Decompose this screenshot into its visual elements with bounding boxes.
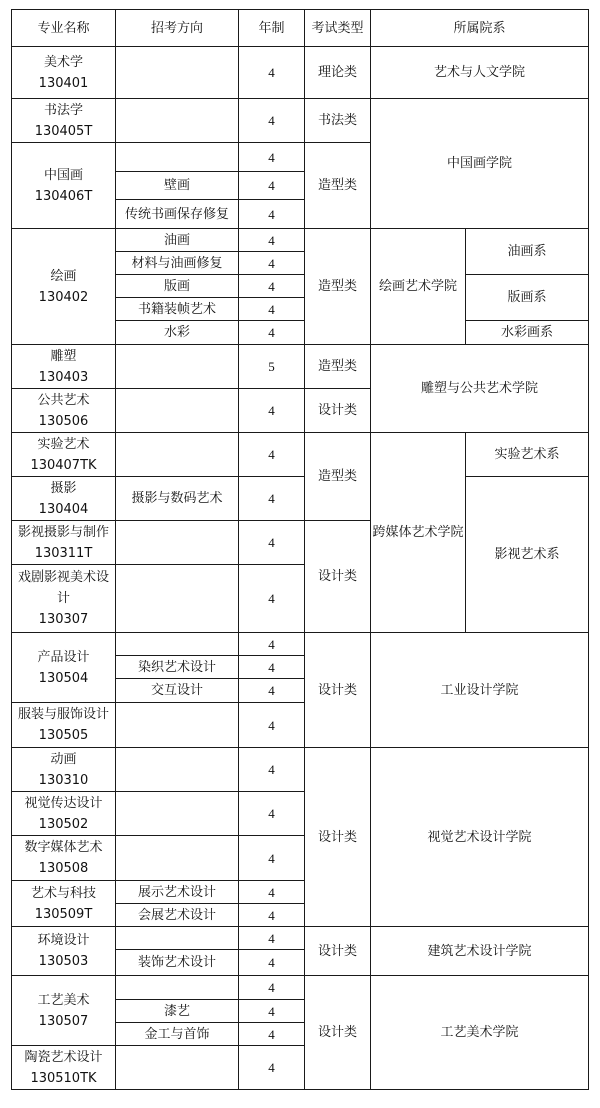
major-code: 130506 bbox=[38, 413, 89, 429]
major-cell bbox=[12, 389, 116, 433]
years-cell: 4 bbox=[239, 976, 305, 1000]
major-cell bbox=[12, 881, 116, 927]
table-row bbox=[12, 47, 589, 99]
direction-cell bbox=[116, 99, 239, 143]
major-cell bbox=[12, 99, 116, 143]
direction-cell: 壁画 bbox=[116, 172, 239, 200]
subdepartment-cell: 水彩画系 bbox=[466, 321, 589, 345]
years-cell: 4 bbox=[239, 1000, 305, 1023]
years-cell: 4 bbox=[239, 389, 305, 433]
major-cell bbox=[12, 565, 116, 633]
college-cell: 视觉艺术设计学院 bbox=[371, 748, 589, 927]
subdepartment-cell: 版画系 bbox=[466, 275, 589, 321]
years-cell: 5 bbox=[239, 345, 305, 389]
college-cell: 建筑艺术设计学院 bbox=[371, 927, 589, 976]
exam-type-cell: 设计类 bbox=[305, 748, 371, 927]
years-cell: 4 bbox=[239, 836, 305, 881]
major-cell bbox=[12, 633, 116, 703]
major-cell bbox=[12, 927, 116, 976]
direction-cell bbox=[116, 345, 239, 389]
exam-type-cell: 造型类 bbox=[305, 143, 371, 229]
subdepartment-cell: 油画系 bbox=[466, 229, 589, 275]
table-row bbox=[12, 633, 589, 656]
major-cell bbox=[12, 836, 116, 881]
direction-cell bbox=[116, 792, 239, 836]
years-cell: 4 bbox=[239, 298, 305, 321]
direction-cell bbox=[116, 565, 239, 633]
direction-cell bbox=[116, 143, 239, 172]
major-cell bbox=[12, 976, 116, 1046]
major-cell bbox=[12, 433, 116, 477]
years-cell: 4 bbox=[239, 47, 305, 99]
direction-cell: 油画 bbox=[116, 229, 239, 252]
major-code: 130401 bbox=[38, 75, 89, 91]
direction-cell bbox=[116, 976, 239, 1000]
table-row bbox=[12, 748, 589, 792]
years-cell: 4 bbox=[239, 521, 305, 565]
major-name: 数字媒体艺术 bbox=[24, 840, 103, 855]
major-name: 视觉传达设计 bbox=[24, 795, 103, 811]
exam-type-cell: 理论类 bbox=[305, 47, 371, 99]
major-name: 美术学 bbox=[43, 54, 83, 70]
table-row bbox=[12, 927, 589, 950]
header-major: 专业名称 bbox=[12, 10, 116, 47]
exam-type-cell: 造型类 bbox=[305, 433, 371, 521]
years-cell: 4 bbox=[239, 275, 305, 298]
major-cell bbox=[12, 345, 116, 389]
direction-cell: 传统书画保存修复 bbox=[116, 200, 239, 229]
major-name: 公共艺术 bbox=[37, 392, 90, 408]
years-cell: 4 bbox=[239, 565, 305, 633]
exam-type-cell: 造型类 bbox=[305, 345, 371, 389]
major-code: 130503 bbox=[38, 954, 89, 969]
direction-cell: 交互设计 bbox=[116, 679, 239, 703]
major-name: 动画 bbox=[50, 751, 77, 767]
direction-cell: 会展艺术设计 bbox=[116, 904, 239, 927]
major-name: 环境设计 bbox=[37, 933, 90, 948]
major-code: 130310 bbox=[38, 772, 89, 788]
years-cell: 4 bbox=[239, 229, 305, 252]
college-cell: 雕塑与公共艺术学院 bbox=[371, 345, 589, 433]
years-cell: 4 bbox=[239, 477, 305, 521]
direction-cell: 版画 bbox=[116, 275, 239, 298]
years-cell: 4 bbox=[239, 904, 305, 927]
major-code: 130510TK bbox=[30, 1070, 97, 1086]
exam-type-cell: 设计类 bbox=[305, 976, 371, 1090]
years-cell: 4 bbox=[239, 99, 305, 143]
major-cell bbox=[12, 47, 116, 99]
years-cell: 4 bbox=[239, 252, 305, 275]
major-name: 产品设计 bbox=[37, 649, 90, 665]
major-code: 130507 bbox=[38, 1013, 89, 1029]
years-cell: 4 bbox=[239, 881, 305, 904]
major-name: 服装与服饰设计 bbox=[17, 707, 109, 722]
table-row bbox=[12, 99, 589, 143]
direction-cell bbox=[116, 521, 239, 565]
major-name: 艺术与科技 bbox=[30, 885, 96, 901]
major-code: 130404 bbox=[38, 501, 89, 517]
direction-cell: 染织艺术设计 bbox=[116, 656, 239, 679]
majors-table bbox=[11, 9, 589, 1090]
college-cell: 绘画艺术学院 bbox=[371, 229, 466, 345]
major-code: 130508 bbox=[38, 861, 89, 876]
major-code: 130311T bbox=[34, 545, 93, 561]
major-name: 绘画 bbox=[50, 268, 77, 284]
major-cell bbox=[12, 477, 116, 521]
direction-cell: 展示艺术设计 bbox=[116, 881, 239, 904]
years-cell: 4 bbox=[239, 656, 305, 679]
major-name: 影视摄影与制作 bbox=[17, 524, 109, 540]
subdepartment-cell: 影视艺术系 bbox=[466, 477, 589, 633]
college-cell: 跨媒体艺术学院 bbox=[371, 433, 466, 633]
major-cell bbox=[12, 143, 116, 229]
direction-cell bbox=[116, 703, 239, 748]
header-department: 所属院系 bbox=[371, 10, 589, 47]
major-name: 工艺美术 bbox=[37, 992, 90, 1008]
college-cell: 工业设计学院 bbox=[371, 633, 589, 748]
major-cell bbox=[12, 521, 116, 565]
major-cell bbox=[12, 1046, 116, 1090]
header-row bbox=[12, 10, 589, 47]
table-row bbox=[12, 229, 589, 252]
years-cell: 4 bbox=[239, 703, 305, 748]
table-row bbox=[12, 477, 589, 521]
years-cell: 4 bbox=[239, 433, 305, 477]
table-row bbox=[12, 976, 589, 1000]
college-cell: 艺术与人文学院 bbox=[371, 47, 589, 99]
exam-type-cell: 造型类 bbox=[305, 229, 371, 345]
direction-cell bbox=[116, 433, 239, 477]
direction-cell bbox=[116, 1046, 239, 1090]
years-cell: 4 bbox=[239, 633, 305, 656]
major-name: 陶瓷艺术设计 bbox=[24, 1049, 103, 1065]
college-cell: 工艺美术学院 bbox=[371, 976, 589, 1090]
major-name: 戏剧影视美术设计 bbox=[17, 570, 109, 606]
years-cell: 4 bbox=[239, 1023, 305, 1046]
major-code: 130403 bbox=[38, 369, 89, 385]
subdepartment-cell: 实验艺术系 bbox=[466, 433, 589, 477]
exam-type-cell: 设计类 bbox=[305, 927, 371, 976]
major-code: 130406T bbox=[34, 188, 93, 204]
header-exam-type: 考试类型 bbox=[305, 10, 371, 47]
major-code: 130502 bbox=[38, 816, 89, 832]
major-name: 实验艺术 bbox=[37, 436, 90, 452]
years-cell: 4 bbox=[239, 927, 305, 950]
direction-cell bbox=[116, 836, 239, 881]
college-cell: 中国画学院 bbox=[371, 99, 589, 229]
direction-cell bbox=[116, 633, 239, 656]
major-name: 雕塑 bbox=[50, 348, 77, 364]
years-cell: 4 bbox=[239, 792, 305, 836]
table-row bbox=[12, 345, 589, 389]
direction-cell: 摄影与数码艺术 bbox=[116, 477, 239, 521]
direction-cell: 装饰艺术设计 bbox=[116, 950, 239, 976]
direction-cell: 漆艺 bbox=[116, 1000, 239, 1023]
years-cell: 4 bbox=[239, 172, 305, 200]
direction-cell: 书籍装帧艺术 bbox=[116, 298, 239, 321]
major-code: 130405T bbox=[34, 123, 93, 139]
header-direction: 招考方向 bbox=[116, 10, 239, 47]
years-cell: 4 bbox=[239, 143, 305, 172]
years-cell: 4 bbox=[239, 200, 305, 229]
table-row bbox=[12, 433, 589, 477]
direction-cell bbox=[116, 927, 239, 950]
major-code: 130505 bbox=[38, 728, 89, 743]
direction-cell bbox=[116, 748, 239, 792]
direction-cell: 材料与油画修复 bbox=[116, 252, 239, 275]
years-cell: 4 bbox=[239, 748, 305, 792]
major-code: 130307 bbox=[38, 612, 89, 627]
major-cell bbox=[12, 229, 116, 345]
exam-type-cell: 设计类 bbox=[305, 633, 371, 748]
years-cell: 4 bbox=[239, 679, 305, 703]
major-cell bbox=[12, 792, 116, 836]
major-name: 书法学 bbox=[43, 102, 83, 118]
years-cell: 4 bbox=[239, 321, 305, 345]
direction-cell bbox=[116, 47, 239, 99]
exam-type-cell: 设计类 bbox=[305, 521, 371, 633]
major-code: 130504 bbox=[38, 670, 89, 686]
years-cell: 4 bbox=[239, 1046, 305, 1090]
header-years: 年制 bbox=[239, 10, 305, 47]
exam-type-cell: 书法类 bbox=[305, 99, 371, 143]
direction-cell: 金工与首饰 bbox=[116, 1023, 239, 1046]
major-code: 130407TK bbox=[30, 457, 97, 473]
major-name: 摄影 bbox=[50, 480, 77, 496]
direction-cell: 水彩 bbox=[116, 321, 239, 345]
exam-type-cell: 设计类 bbox=[305, 389, 371, 433]
major-code: 130402 bbox=[38, 289, 89, 305]
major-cell bbox=[12, 748, 116, 792]
major-name: 中国画 bbox=[43, 167, 83, 183]
direction-cell bbox=[116, 389, 239, 433]
major-code: 130509T bbox=[34, 906, 93, 922]
major-cell bbox=[12, 703, 116, 748]
years-cell: 4 bbox=[239, 950, 305, 976]
